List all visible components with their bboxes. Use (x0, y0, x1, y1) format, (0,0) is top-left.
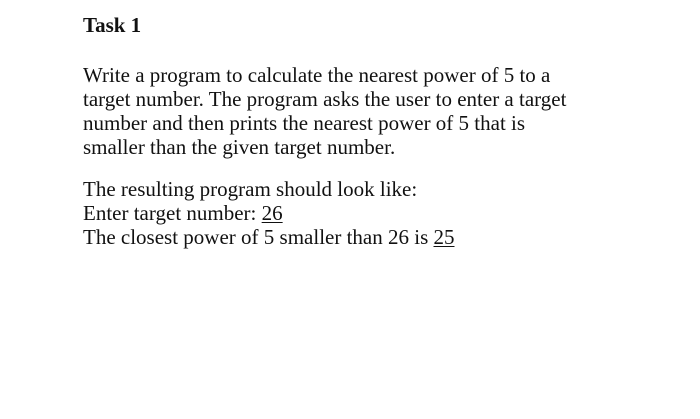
description-line: target number. The program asks the user to enter a target (83, 87, 567, 111)
task-description (83, 63, 683, 159)
prompt-label: Enter target number: (83, 201, 262, 225)
description-line: number and then prints the nearest power of 5 that is (83, 111, 526, 135)
task-title: Task 1 (83, 13, 142, 37)
example-prompt-line (83, 201, 683, 225)
document-page (83, 12, 683, 249)
description-line: smaller than the given target number. (83, 135, 396, 159)
result-prefix: The closest power of 5 smaller than 26 is (83, 225, 434, 249)
prompt-input-value: 26 (261, 201, 283, 225)
example-intro: The resulting program should look like: (83, 177, 418, 201)
description-line: Write a program to calculate the nearest power of 5 to a (83, 63, 551, 87)
result-value: 25 (433, 225, 455, 249)
example-output (83, 177, 683, 249)
example-result-line (83, 225, 683, 249)
